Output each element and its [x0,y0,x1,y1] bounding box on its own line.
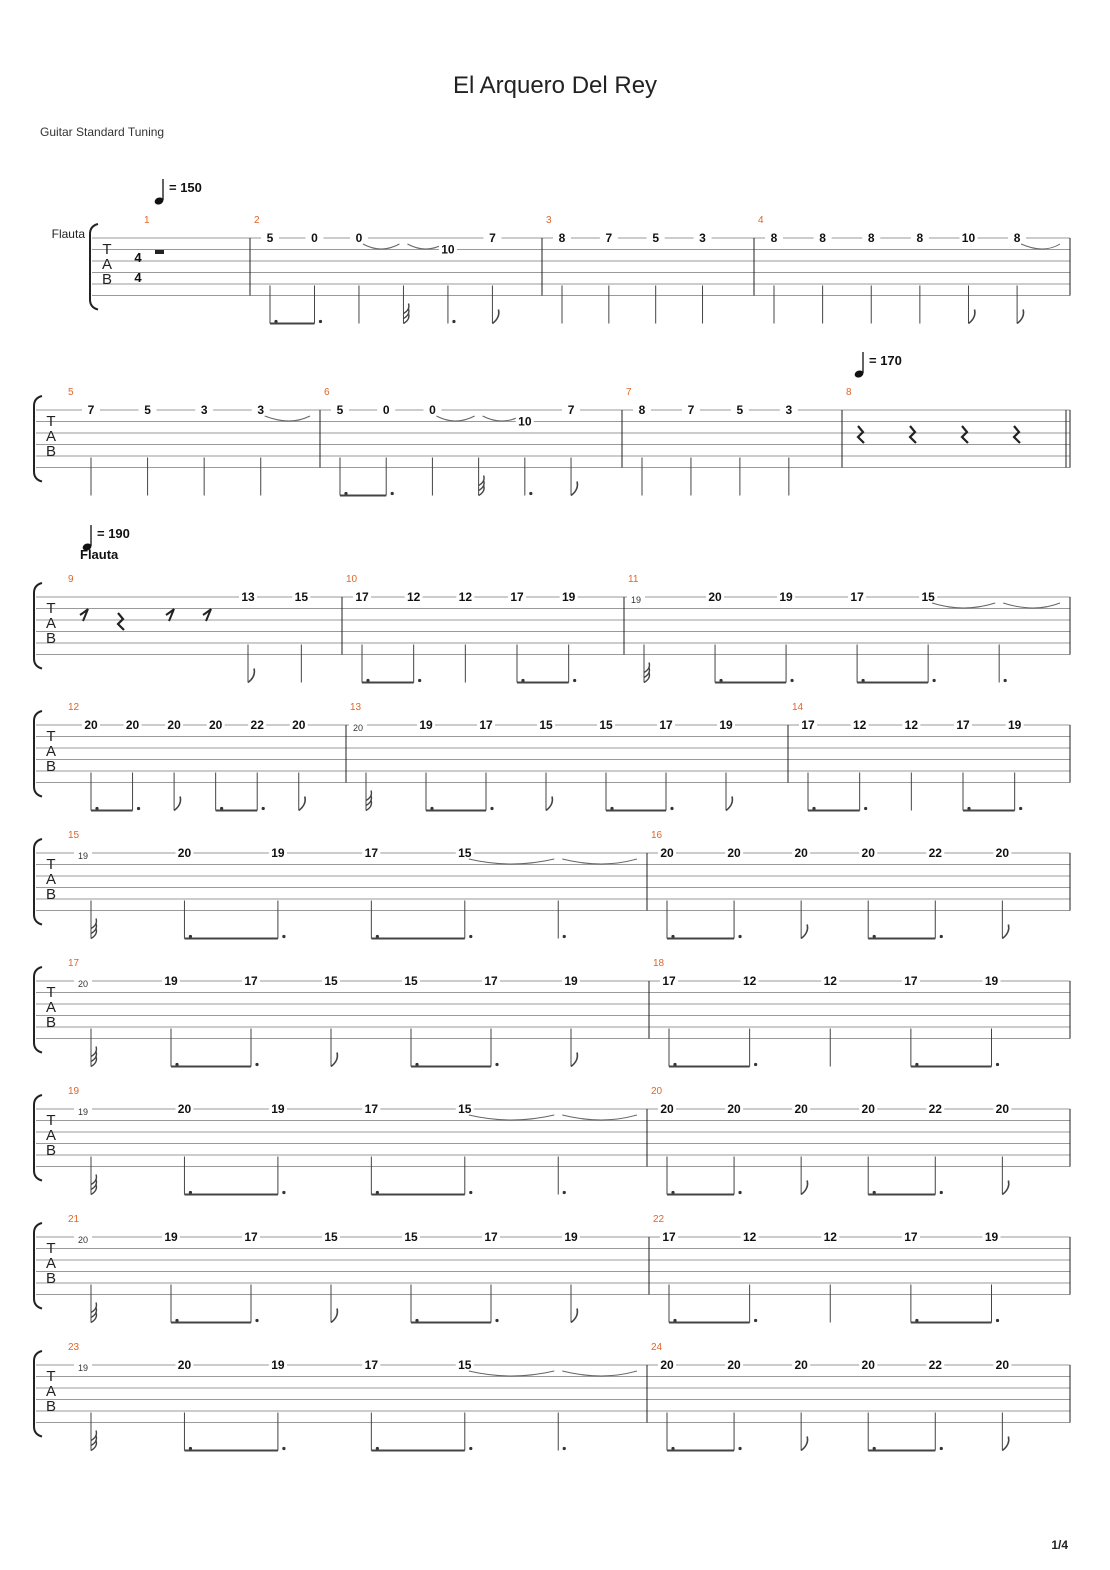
fret-number: 7 [87,403,95,417]
dot [738,935,741,938]
note-flag [571,1309,577,1323]
dot [790,679,793,682]
dot [754,1319,757,1322]
fret-number: 20 [995,1102,1010,1116]
note-flag [91,1047,96,1057]
dot [495,1319,498,1322]
fret-number: 17 [956,718,970,732]
tie-arc [1021,244,1060,249]
fret-number: 5 [266,231,274,245]
note-flag [644,663,649,673]
measure-number: 4 [758,215,764,226]
fret-number: 20 [177,846,192,860]
note-flag [91,1175,96,1185]
fret-number: 17 [510,590,524,604]
time-signature-top: 4 [134,250,142,265]
note-flag [492,310,498,324]
fret-number: 0 [355,231,363,245]
fret-number: 20 [660,1102,674,1116]
eighth-rest [166,609,174,621]
note-flag [331,1309,337,1323]
system-bracket [34,583,42,669]
measure-number: 6 [324,387,330,398]
fret-number: 20 [167,718,181,732]
tab-clef-letter: B [45,1142,57,1159]
fret-number: 8 [867,231,875,245]
tab-clef-letter: A [45,743,57,760]
dot [754,1063,757,1066]
dot [940,1191,943,1194]
tempo-marking: = 190 [97,526,130,541]
fret-number: 20 [794,1102,808,1116]
fret-number: 19 [77,1107,89,1117]
fret-number: 12 [742,974,757,988]
fret-number: 8 [819,231,826,245]
dot [262,807,265,810]
fret-number: 12 [823,1230,837,1244]
fret-number: 17 [904,1230,918,1244]
quarter-rest [910,426,916,443]
measure-number: 12 [68,702,80,713]
note-flag [571,1053,577,1067]
measure-number: 7 [626,387,632,398]
fret-number: 22 [928,846,942,860]
fret-number: 5 [336,403,344,417]
note-flag [1017,310,1023,324]
fret-number: 22 [250,718,264,732]
fret-number: 20 [708,590,722,604]
fret-number: 15 [324,974,338,988]
tab-clef-letter: B [45,1014,57,1031]
note-flag [248,669,254,683]
fret-number: 20 [292,718,306,732]
score-title: El Arquero Del Rey [452,72,658,99]
tab-clef-letter: B [45,886,57,903]
quarter-rest [118,613,124,630]
fret-number: 15 [458,1102,472,1116]
fret-number: 12 [406,590,421,604]
tie-arc [562,859,637,864]
fret-number: 17 [850,590,864,604]
tab-clef-letter: A [45,871,57,888]
measure-number: 11 [628,574,639,585]
system-bracket [34,1095,42,1181]
system-bracket [34,839,42,925]
measure-number: 20 [651,1086,663,1097]
tab-clef-letter: B [45,443,57,460]
note-flag [331,1053,337,1067]
note-flag [91,1431,96,1441]
system-bracket [34,1223,42,1309]
dot [738,1447,741,1450]
dot [864,807,867,810]
measure-number: 1 [144,215,150,226]
note-flag [366,791,371,801]
fret-number: 10 [441,242,455,257]
tab-clef-letter: T [46,1368,56,1385]
measure-number: 15 [68,830,80,841]
fret-number: 19 [271,1102,285,1116]
dot [996,1319,999,1322]
fret-number: 20 [660,1358,674,1372]
dot [282,935,285,938]
dot [573,679,576,682]
fret-number: 19 [630,595,642,605]
quarter-rest [962,426,968,443]
measure-number: 16 [651,830,663,841]
system-bracket [90,224,98,310]
note-flag [403,304,408,314]
tie-arc [562,1115,637,1120]
fret-number: 15 [324,1230,338,1244]
fret-number: 20 [77,1235,89,1245]
fret-number: 15 [404,1230,418,1244]
fret-number: 5 [144,403,151,417]
tie-arc [469,859,554,864]
fret-number: 20 [861,1102,875,1116]
fret-number: 17 [662,974,676,988]
dot [255,1063,258,1066]
fret-number: 15 [539,718,553,732]
fret-number: 12 [904,718,919,732]
measure-number: 10 [346,574,358,585]
fret-number: 12 [823,974,837,988]
dot [282,1191,285,1194]
tab-clef-letter: B [45,758,57,775]
dot [469,1191,472,1194]
fret-number: 17 [244,974,258,988]
dot [940,935,943,938]
fret-number: 20 [352,723,364,733]
fret-number: 5 [736,403,744,417]
fret-number: 19 [561,590,576,604]
fret-number: 17 [479,718,493,732]
fret-number: 15 [404,974,418,988]
tie-arc [562,1371,637,1376]
fret-number: 0 [382,403,390,417]
fret-number: 19 [564,974,578,988]
note-flag [299,797,305,811]
fret-number: 19 [419,718,433,732]
fret-number: 20 [177,1102,192,1116]
dot [996,1063,999,1066]
tie-arc [469,1371,554,1376]
page-number: 1/4 [1051,1538,1068,1552]
fret-number: 8 [770,231,778,245]
fret-number: 22 [928,1358,942,1372]
note-flag [801,1437,807,1451]
fret-number: 17 [801,718,815,732]
measure-number: 3 [546,215,552,226]
dot [670,807,673,810]
tab-clef-letter: T [46,728,56,745]
tab-clef-letter: T [46,413,56,430]
tab-clef-letter: T [102,241,112,258]
fret-number: 19 [984,1230,999,1244]
dot [452,320,455,323]
fret-number: 20 [77,979,89,989]
fret-number: 13 [241,590,255,604]
measure-number: 13 [350,702,362,713]
fret-number: 17 [355,590,369,604]
dot [495,1063,498,1066]
fret-number: 10 [961,231,976,245]
fret-number: 20 [861,1358,875,1372]
system-bracket [34,711,42,797]
fret-number: 7 [687,403,695,417]
note-flag [91,919,96,929]
fret-number: 12 [458,590,473,604]
fret-number: 17 [364,1358,379,1372]
fret-number: 17 [659,718,673,732]
tempo-marking: = 170 [869,353,902,368]
tab-clef-letter: A [45,1127,57,1144]
fret-number: 8 [1013,231,1021,245]
measure-number: 24 [651,1342,663,1353]
tab-clef-letter: T [46,1240,56,1257]
fret-number: 3 [257,403,265,417]
note-flag [1002,1181,1008,1195]
tab-clef-letter: T [46,600,56,617]
tempo-marking: = 150 [169,180,202,195]
dot [1004,679,1007,682]
fret-number: 7 [489,231,496,245]
dot [529,492,532,495]
system-bracket [34,967,42,1053]
quarter-rest [1014,426,1020,443]
tie-arc [265,416,310,421]
dot [137,807,140,810]
dot [563,1191,566,1194]
note-flag [968,310,974,324]
fret-number: 20 [727,1358,741,1372]
measure-number: 9 [68,574,74,585]
dot [418,679,421,682]
dot [469,935,472,938]
measure-number: 14 [792,702,804,713]
dot [391,492,394,495]
tab-clef-letter: T [46,856,56,873]
tie-arc [363,244,399,249]
fret-number: 17 [244,1230,258,1244]
fret-number: 3 [785,403,793,417]
measure-number: 8 [846,387,852,398]
fret-number: 17 [364,846,379,860]
tuning-label: Guitar Standard Tuning [40,125,165,139]
dot [738,1191,741,1194]
dot [933,679,936,682]
tab-clef-letter: T [46,984,56,1001]
dot [490,807,493,810]
measure-number: 21 [68,1214,80,1225]
fret-number: 17 [662,1230,676,1244]
dot [563,935,566,938]
tab-clef-letter: A [101,256,113,273]
fret-number: 12 [852,718,867,732]
note-flag [726,797,732,811]
tie-arc [1003,603,1060,608]
measure-number: 5 [68,387,74,398]
note-flag [1002,1437,1008,1451]
dot [319,320,322,323]
fret-number: 17 [364,1102,379,1116]
note-flag [801,1181,807,1195]
dot [940,1447,943,1450]
fret-number: 17 [484,974,498,988]
fret-number: 19 [719,718,733,732]
fret-number: 15 [458,1358,472,1372]
fret-number: 20 [995,1358,1010,1372]
fret-number: 19 [1007,718,1022,732]
fret-number: 20 [125,718,140,732]
dot [1019,807,1022,810]
fret-number: 17 [904,974,918,988]
fret-number: 17 [484,1230,498,1244]
time-signature-bottom: 4 [134,270,142,285]
tab-clef-letter: A [45,428,57,445]
eighth-rest [203,609,211,621]
fret-number: 19 [77,1363,89,1373]
tie-arc [469,1115,554,1120]
measure-number: 18 [653,958,665,969]
fret-number: 19 [271,1358,285,1372]
fret-number: 5 [652,231,660,245]
dot [563,1447,566,1450]
fret-number: 15 [458,846,472,860]
fret-number: 20 [660,846,674,860]
fret-number: 20 [208,718,223,732]
whole-rest [155,250,164,254]
tab-clef-letter: B [45,1398,57,1415]
dot [255,1319,258,1322]
tab-clef-letter: B [45,1270,57,1287]
fret-number: 19 [164,1230,178,1244]
fret-number: 15 [294,590,309,604]
fret-number: 7 [605,231,613,245]
tie-arc [436,416,474,421]
fret-number: 15 [599,718,613,732]
measure-number: 2 [254,215,260,226]
tie-arc [483,416,521,421]
note-flag [91,1303,96,1313]
dot [469,1447,472,1450]
fret-number: 22 [928,1102,942,1116]
fret-number: 19 [564,1230,578,1244]
fret-number: 10 [518,414,532,429]
fret-number: 19 [271,846,285,860]
dot [282,1447,285,1450]
fret-number: 8 [558,231,566,245]
fret-number: 20 [995,846,1010,860]
tab-clef-letter: A [45,1383,57,1400]
fret-number: 20 [727,846,741,860]
fret-number: 7 [567,403,575,417]
measure-number: 23 [68,1342,80,1353]
measure-number: 22 [653,1214,665,1225]
fret-number: 20 [84,718,98,732]
fret-number: 20 [861,846,875,860]
fret-number: 15 [921,590,935,604]
tie-arc [932,603,995,608]
fret-number: 8 [916,231,924,245]
tab-clef-letter: T [46,1112,56,1129]
fret-number: 19 [779,590,793,604]
fret-number: 0 [311,231,318,245]
quarter-rest [858,426,864,443]
fret-number: 19 [164,974,178,988]
tab-clef-letter: B [45,630,57,647]
fret-number: 12 [742,1230,757,1244]
measure-number: 17 [68,958,80,969]
system-bracket [34,1351,42,1437]
note-flag [174,797,180,811]
tab-clef-letter: A [45,615,57,632]
fret-number: 0 [429,403,436,417]
system-bracket [34,396,42,482]
measure-number: 19 [68,1086,80,1097]
fret-number: 3 [200,403,208,417]
fret-number: 19 [77,851,89,861]
fret-number: 20 [727,1102,741,1116]
fret-number: 8 [638,403,646,417]
eighth-rest [80,609,88,621]
tab-clef-letter: A [45,1255,57,1272]
track-name: Flauta [51,227,85,241]
tie-arc [407,244,443,249]
track-name: Flauta [80,547,119,562]
note-flag [1002,925,1008,939]
note-flag [801,925,807,939]
tab-clef-letter: A [45,999,57,1016]
note-flag [479,476,484,486]
fret-number: 20 [794,1358,808,1372]
fret-number: 20 [177,1358,192,1372]
fret-number: 19 [984,974,999,988]
tab-clef-letter: B [101,271,113,288]
fret-number: 20 [794,846,808,860]
fret-number: 3 [699,231,706,245]
note-flag [571,482,577,496]
note-flag [546,797,552,811]
